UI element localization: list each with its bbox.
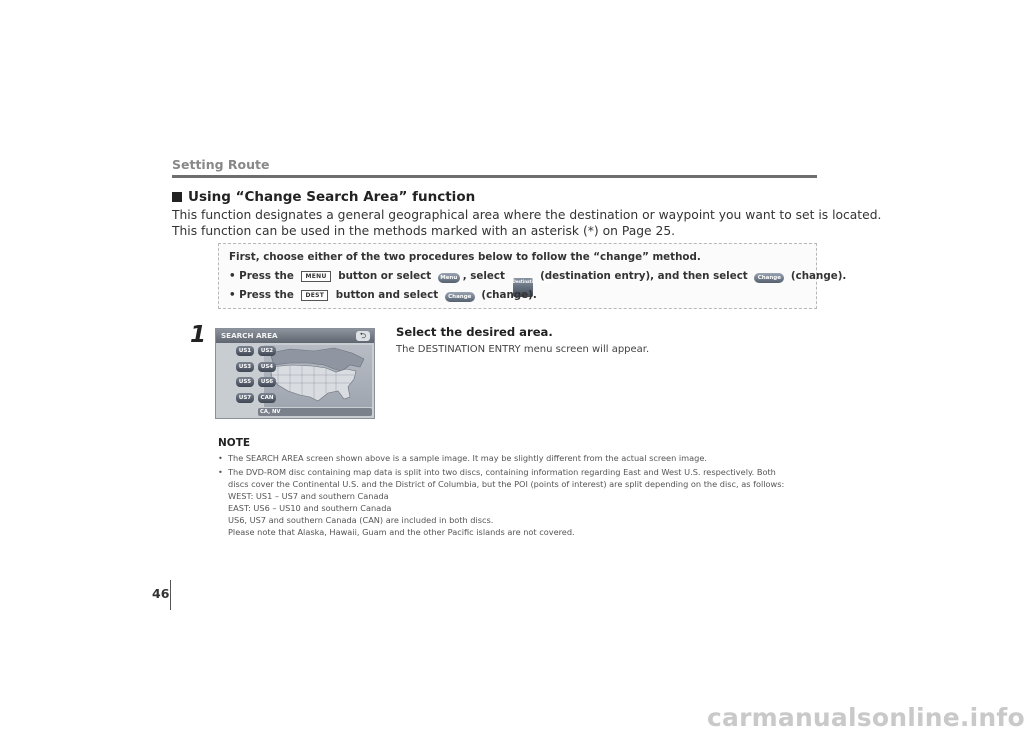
square-bullet-icon [172,192,182,202]
press-the-text: • Press the [229,289,294,301]
note-title: NOTE [218,437,251,449]
region-button-us2[interactable]: US2 [258,346,276,356]
map-icon [264,345,372,407]
selected-area-label: CA, NV [260,409,281,415]
intro-line-2: This function can be used in the methods marked with an asterisk (*) on Page 25. [172,224,676,238]
step-number: 1 [190,322,207,348]
procedure-bullet-2 [229,289,537,302]
search-area-screenshot [215,328,375,419]
region-button-us6[interactable]: US6 [258,377,276,387]
section-heading [172,189,475,205]
note-line: EAST: US6 – US10 and southern Canada [228,503,392,513]
watermark: carmanualsonline.info [707,703,1025,732]
press-the-text: • Press the [229,270,294,282]
change-text: (change). [790,270,847,282]
bullet-icon: • [218,453,223,463]
section-header: Setting Route [172,157,270,172]
note-line: Please note that Alaska, Hawaii, Guam and the other Pacific islands are not covered. [228,527,575,537]
north-america-map [264,345,372,407]
intro-paragraph [172,207,882,239]
header-rule [172,175,817,178]
page-number: 46 [152,586,170,601]
change-text: (change). [481,289,537,301]
procedure-box [218,243,847,309]
note-line: The SEARCH AREA screen shown above is a sample image. It may be slightly different from the actual screen image. [228,453,707,463]
note-line: discs cover the Continental U.S. and the District of Columbia, but the POI (points of interest) are split depending on the disc, as follows: [228,479,785,489]
menu-key-icon: MENU [301,271,330,282]
note-line: US6, US7 and southern Canada (CAN) are included in both discs. [228,515,494,525]
region-button-us1[interactable]: US1 [236,346,254,356]
button-and-select-text: button and select [335,289,439,301]
change-button-icon: Change [445,292,475,302]
dest-key-icon: DEST [301,290,328,301]
page-number-rule [170,580,171,610]
menu-button-icon: Menu [438,273,460,283]
entry-text: (destination entry), and then select [540,270,748,282]
destination-entry-icon: Destination Entry [513,278,533,297]
bullet-icon: • [218,467,223,477]
procedure-lead: First, choose either of the two procedures below to follow the “change” method. [229,251,701,263]
note-line: WEST: US1 – US7 and southern Canada [228,491,389,501]
step-description: The DESTINATION ENTRY menu screen will appear. [396,344,650,355]
region-button-us4[interactable]: US4 [258,362,276,372]
note-item [218,466,818,538]
region-button-us5[interactable]: US5 [236,377,254,387]
note-line: The DVD-ROM disc containing map data is split into two discs, containing information regarding East and West U.S. respectively. Both [228,467,776,477]
region-button-can[interactable]: CAN [258,393,276,403]
selected-area-bar [258,408,372,416]
change-button-icon: Change [754,273,784,283]
select-text: , select [462,270,505,282]
intro-line-1: This function designates a general geographical area where the destination or waypoint you want to set is located. [172,208,882,222]
step-title: Select the desired area. [396,325,553,339]
screen-title: SEARCH AREA [221,331,278,340]
note-item [218,452,818,464]
back-icon[interactable]: ⮌ [356,331,370,341]
region-button-us7[interactable]: US7 [236,393,254,403]
button-or-select-text: button or select [338,270,432,282]
region-button-us3[interactable]: US3 [236,362,254,372]
heading-text: Using “Change Search Area” function [188,189,476,205]
note-list [218,452,818,540]
